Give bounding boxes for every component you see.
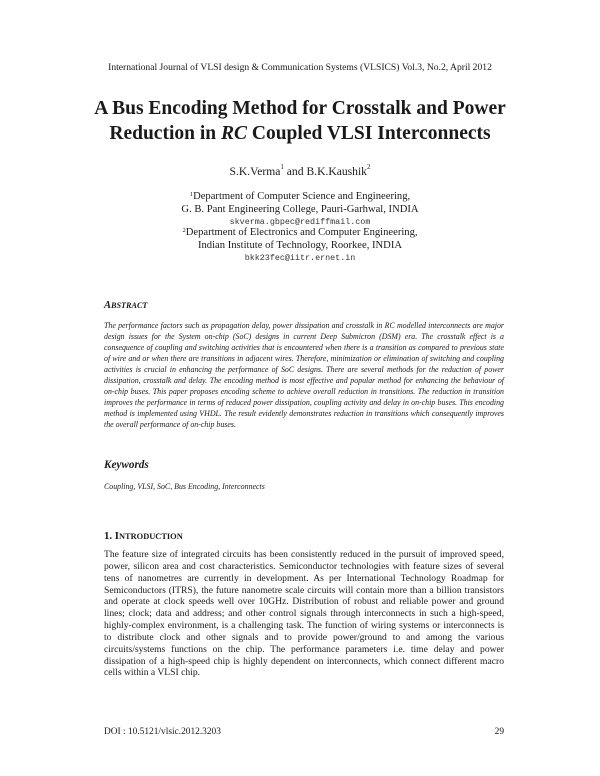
- affiliation-1-email: skverma.gbpec@rediffmail.com: [229, 217, 371, 227]
- introduction-heading: [104, 530, 183, 542]
- author-1: S.K.Verma: [229, 165, 281, 178]
- keywords-text: Coupling, VLSI, SoC, Bus Encoding, Interconnects: [104, 482, 265, 491]
- title-line-2-pre: Reduction in: [109, 123, 221, 144]
- journal-header: International Journal of VLSI design & Communication Systems (VLSICS) Vol.3, No.2, April 2012: [108, 62, 492, 73]
- affiliation-2-email: bkk23fec@iitr.ernet.in: [244, 253, 356, 263]
- title-line-2: [60, 121, 540, 146]
- author-2: B.K.Kaushik: [306, 165, 367, 178]
- introduction-text: The feature size of integrated circuits has been consistently reduced in the pursuit of improved speed, power, silicon area and cost characteristics. Semiconductor technologies with feature sizes of several tens of nanometres are currently in development. As per International Technology Roadmap for Semiconductors (ITRS), the future nanometre scale circuits will contain more than a billion transistors and operate at clock speeds well over 10GHz. Distribution of robust and reliable power and ground lines; clock; data and address; and other control signals through interconnects in such a high-speed, highly-complex environment, is a challenging task. The function of wiring systems or interconnects is to distribute clock and other signals and to provide power/ground to and among the various circuits/systems functions on the chip. The performance parameters i.e. time delay and power dissipation of a high-speed chip is highly dependent on interconnects, which connect different macro cells within a VLSI chip.: [104, 549, 504, 679]
- keywords-heading: Keywords: [104, 459, 149, 471]
- title-line-2-post: Coupled VLSI Interconnects: [247, 123, 491, 144]
- page-number: 29: [494, 727, 504, 737]
- author-conj: and: [283, 165, 307, 178]
- affiliation-2-sup: 2: [182, 227, 186, 234]
- affiliation-1-sup: 1: [189, 191, 194, 198]
- author-list: [0, 165, 600, 178]
- affiliation-2-line-2: Indian Institute of Technology, Roorkee, INDIA: [197, 240, 403, 251]
- title-rc: RC: [220, 123, 247, 144]
- affiliation-2-dept: Department of Electronics and Computer Engineering,: [185, 227, 418, 238]
- doi-footer: DOI : 10.5121/vlsic.2012.3203: [104, 727, 221, 737]
- abstract-heading-first: A: [104, 300, 112, 311]
- paper-title: [60, 96, 540, 146]
- abstract-heading: [104, 300, 147, 311]
- author-1-sup: 1: [280, 163, 284, 171]
- abstract-text: The performance factors such as propagation delay, power dissipation and crosstalk in RC modelled interconnects are major design issues for the System on-chip (SoC) designs in current Deep Submicron (DSM) era. The crosstalk effect is a consequence of coupling and switching activities that is encountered when there is a transition as compared to previous state of wire and or when there are transitions in adjacent wires. Therefore, minimization or elimination of switching and coupling activities is crucial in enhancing the performance of SoC designs. There are several methods for the reduction of power dissipation, crosstalk and delay. The encoding method is most effective and popular method for enhancing the behaviour of on-chip buses. This paper proposes encoding scheme to achieve overall reduction in transitions. The reduction in transition improves the performance in terms of reduced power dissipation, coupling activity and delay in on-chip buses. This encoding method is implemented using VHDL. The result evidently demonstrates reduction in transitions which consequently improves the overall performance of on-chip buses.: [104, 321, 504, 429]
- introduction-heading-rest: NTRODUCTION: [119, 532, 183, 541]
- abstract-heading-rest: BSTRACT: [111, 301, 148, 310]
- affiliation-1-line-2: G. B. Pant Engineering College, Pauri-Garhwal, INDIA: [181, 204, 419, 215]
- introduction-heading-num: 1. I: [104, 530, 119, 542]
- author-2-sup: 2: [366, 163, 371, 171]
- affiliation-1-dept: Department of Computer Science and Engineering,: [193, 191, 411, 202]
- title-line-1: A Bus Encoding Method for Crosstalk and Power: [94, 98, 506, 119]
- affiliation-2-line-1: [0, 226, 600, 239]
- affiliation-1-line-1: [0, 190, 600, 203]
